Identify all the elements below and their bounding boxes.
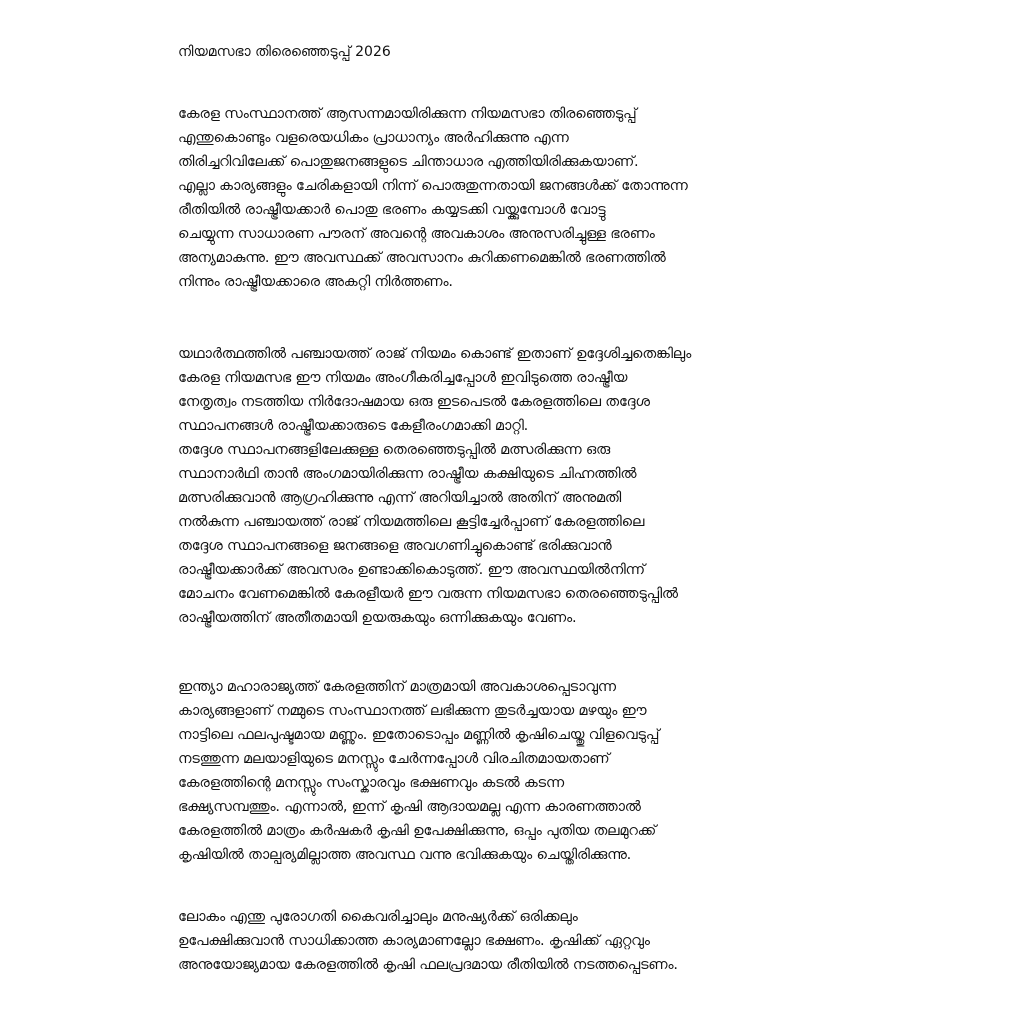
text-line: സ്ഥാപനങ്ങൾ രാഷ്ട്രീയക്കാരുടെ കേളീരംഗമാക്കി മാറ്റി. [178,418,529,434]
paragraph [178,675,878,867]
text-line: നൽകുന്ന പഞ്ചായത്ത് രാജ് നിയമത്തിലെ കൂട്ടിച്ചേർപ്പാണ് കേരളത്തിലെ [178,514,645,530]
text-line: രാഷ്ട്രീയത്തിന് അതീതമായി ഉയരുകയും ഒന്നിക്കുകയും വേണം. [178,610,577,626]
text-line: മോചനം വേണമെങ്കിൽ കേരളീയർ ഈ വരുന്ന നിയമസഭാ തെരഞ്ഞെടുപ്പിൽ [178,586,678,602]
text-line: കേരള സംസ്ഥാനത്ത് ആസന്നമായിരിക്കുന്ന നിയമസഭാ തിരഞ്ഞെടുപ്പ് [178,106,637,122]
text-line: കേരളത്തിൽ മാത്രം കർഷകർ കൃഷി ഉപേക്ഷിക്കുന്നു, ഒപ്പം പുതിയ തലമുറക്ക് [178,823,657,839]
text-line: ഭക്ഷ്യസമ്പത്തും. എന്നാൽ, ഇന്ന് കൃഷി ആദായമല്ല എന്ന കാരണത്താൽ [178,799,641,815]
text-line: കേരളത്തിന്റെ മനസ്സും സംസ്കാരവും ഭക്ഷണവും കടൽ കടന്ന [178,775,564,791]
document-title: നിയമസഭാ തിരെഞ്ഞെടുപ്പ് 2026 [178,44,391,60]
text-line: ഇന്ത്യാ മഹാരാജ്യത്ത് കേരളത്തിന് മാത്രമായി അവകാശപ്പെടാവുന്ന [178,679,616,695]
text-line: മത്സരിക്കുവാൻ ആഗ്രഹിക്കുന്നു എന്ന് അറിയിച്ചാൽ അതിന് അനുമതി [178,490,622,506]
text-line: നടത്തുന്ന മലയാളിയുടെ മനസ്സും ചേർന്നപ്പോൾ വിരചിതമായതാണ് [178,751,610,767]
text-line: സ്ഥാനാർഥി താൻ അംഗമായിരിക്കുന്ന രാഷ്ട്രീയ കക്ഷിയുടെ ചിഹ്നത്തിൽ [178,466,637,482]
text-line: കേരള നിയമസഭ ഈ നിയമം അംഗീകരിച്ചപ്പോൾ ഇവിടുത്തെ രാഷ്ട്രീയ [178,370,628,386]
text-line: യഥാർത്ഥത്തിൽ പഞ്ചായത്ത് രാജ് നിയമം കൊണ്ട് ഇതാണ് ഉദ്ദേശിച്ചതെങ്കിലും [178,346,692,362]
paragraph [178,905,878,977]
paragraph [178,342,878,438]
text-line: എന്തുകൊണ്ടും വളരെയധികം പ്രാധാന്യം അർഹിക്കുന്നു എന്ന [178,130,569,146]
text-line: അന്യമാകുന്നു. ഈ അവസ്ഥക്ക് അവസാനം കുറിക്കണമെങ്കിൽ ഭരണത്തിൽ [178,250,666,266]
text-line: തദ്ദേശ സ്ഥാപനങ്ങളെ ജനങ്ങളെ അവഗണിച്ചുകൊണ്ട് ഭരിക്കുവാൻ [178,538,612,554]
text-line: എല്ലാ കാര്യങ്ങളും ചേരികളായി നിന്ന് പൊരുതുന്നതായി ജനങ്ങൾക്ക് തോന്നുന്ന [178,178,688,194]
text-line: ലോകം എന്തു പുരോഗതി കൈവരിച്ചാലും മനുഷ്യർക്ക് ഒരിക്കലും [178,909,578,925]
text-line: ഉപേക്ഷിക്കുവാൻ സാധിക്കാത്ത കാര്യമാണല്ലോ ഭക്ഷണം. കൃഷിക്ക് ഏറ്റവും [178,933,650,949]
text-line: കാര്യങ്ങളാണ് നമ്മുടെ സംസ്ഥാനത്ത് ലഭിക്കുന്ന തുടർച്ചയായ മഴയും ഈ [178,703,647,719]
text-line: രാഷ്ട്രീയക്കാർക്ക് അവസരം ഉണ്ടാക്കികൊടുത്ത്. ഈ അവസ്ഥയിൽനിന്ന് [178,562,645,578]
text-line: നാട്ടിലെ ഫലപുഷ്ടമായ മണ്ണും. ഇതോടൊപ്പം മണ്ണിൽ കൃഷിചെയ്തു വിളവെടുപ്പ് [178,727,660,743]
text-line: അനുയോജ്യമായ കേരളത്തിൽ കൃഷി ഫലപ്രദമായ രീതിയിൽ നടത്തപ്പെടണം. [178,957,678,973]
text-line: നേതൃത്വം നടത്തിയ നിർദോഷമായ ഒരു ഇടപെടൽ കേരളത്തിലെ തദ്ദേശ [178,394,650,410]
text-line: കൃഷിയിൽ താല്പര്യമില്ലാത്ത അവസ്ഥ വന്നു ഭവിക്കുകയും ചെയ്തിരിക്കുന്നു. [178,847,632,863]
text-line: തദ്ദേശ സ്ഥാപനങ്ങളിലേക്കുള്ള തെരഞ്ഞെടുപ്പിൽ മത്സരിക്കുന്ന ഒരു [178,442,611,458]
text-line: തിരിച്ചറിവിലേക്ക് പൊതുജനങ്ങളുടെ ചിന്താധാര എത്തിയിരിക്കുകയാണ്. [178,154,639,170]
text-line: രീതിയിൽ രാഷ്ട്രീയക്കാർ പൊതു ഭരണം കയ്യടക്കി വയ്ക്കുമ്പോൾ വോട്ടു [178,202,606,218]
text-line: ചെയ്യുന്ന സാധാരണ പൗരന് അവന്റെ അവകാശം അനുസരിച്ചുള്ള ഭരണം [178,226,655,242]
text-line: നിന്നും രാഷ്ട്രീയക്കാരെ അകറ്റി നിർത്തണം. [178,274,453,290]
paragraph [178,102,878,294]
paragraph [178,438,878,630]
